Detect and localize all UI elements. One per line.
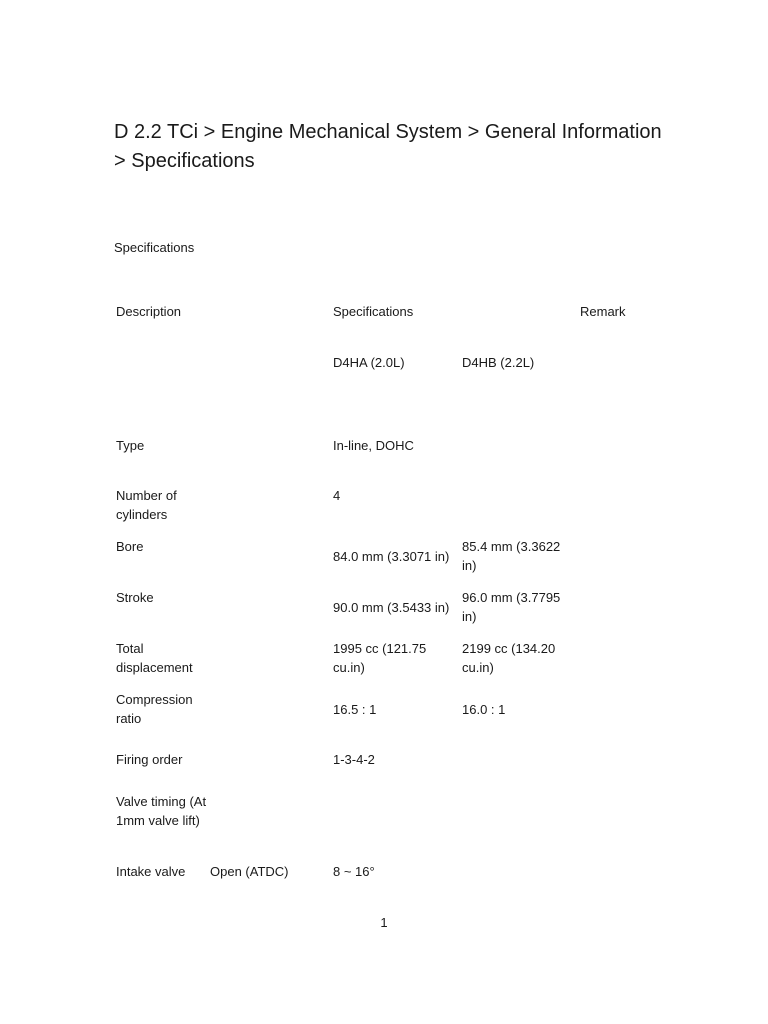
row-spec-1: In-line, DOHC — [333, 438, 414, 453]
row-description: Intake valve — [116, 864, 186, 879]
row-description: Type — [116, 438, 145, 453]
row-description: Bore — [116, 539, 144, 554]
header-specifications: Specifications — [333, 304, 414, 319]
row-spec-1: 90.0 mm (3.5433 in) — [333, 600, 450, 615]
row-description: Compression ratio — [116, 692, 193, 726]
row-description: Stroke — [116, 590, 154, 605]
row-spec-2: 96.0 mm (3.7795 in) — [462, 590, 561, 624]
header-description: Description — [116, 304, 182, 319]
row-spec-1: 1995 cc (121.75 cu.in) — [333, 641, 427, 675]
row-spec-1: 8 ~ 16° — [333, 864, 375, 879]
row-spec-1: 4 — [333, 488, 341, 503]
row-spec-1: 1-3-4-2 — [333, 752, 375, 767]
row-description: Total displacement — [116, 641, 193, 675]
subheader-d4hb: D4HB (2.2L) — [462, 355, 535, 370]
row-description: Firing order — [116, 752, 183, 767]
header-remark: Remark — [580, 304, 626, 319]
subheader-d4ha: D4HA (2.0L) — [333, 355, 405, 370]
row-spec-2: 85.4 mm (3.3622 in) — [462, 539, 561, 573]
row-description: Valve timing (At 1mm valve lift) — [116, 794, 207, 828]
row-spec-2: 2199 cc (134.20 cu.in) — [462, 641, 556, 675]
row-description: Number of cylinders — [116, 488, 177, 522]
row-sub-description: Open (ATDC) — [210, 864, 289, 879]
page-title: D 2.2 TCi > Engine Mechanical System > General Information > Specifications — [114, 121, 662, 172]
row-spec-1: 84.0 mm (3.3071 in) — [333, 549, 450, 564]
row-spec-1: 16.5 : 1 — [333, 702, 377, 717]
row-spec-2: 16.0 : 1 — [462, 702, 506, 717]
page-number: 1 — [380, 915, 388, 930]
section-label: Specifications — [114, 240, 195, 255]
